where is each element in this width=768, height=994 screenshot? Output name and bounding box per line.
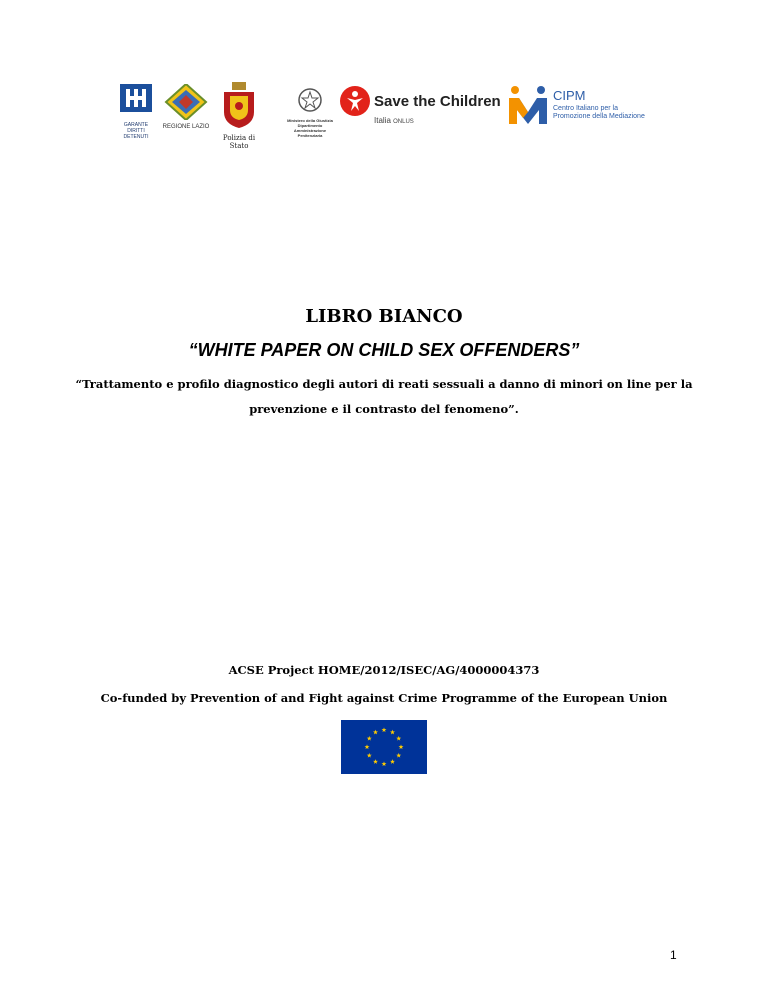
save-the-children-onlus: ONLUS xyxy=(393,119,414,125)
description-line-1: “Trattamento e profilo diagnostico degli autori di reati sessuali a danno di minori on line per la xyxy=(75,377,693,391)
document-title: LIBRO BIANCO xyxy=(305,306,463,327)
page-number: 1 xyxy=(670,948,677,962)
eu-flag-icon xyxy=(341,720,427,774)
save-the-children-name: Save the Children xyxy=(374,93,501,110)
cipm-sub2: Promozione della Mediazione xyxy=(553,113,645,120)
ministero-emblem-icon xyxy=(284,88,336,114)
logo-ministero xyxy=(284,88,336,138)
project-code: ACSE Project HOME/2012/ISEC/AG/4000004373 xyxy=(228,663,540,677)
polizia-label: Polizia di Stato xyxy=(222,134,256,150)
description-line-2: prevenzione e il contrasto del fenomeno”. xyxy=(249,402,519,416)
eu-flag xyxy=(341,720,427,774)
cipm-icon xyxy=(507,84,551,126)
logo-save-the-children xyxy=(340,86,504,130)
ministero-label: Ministero della Giustizia Dipartimento Amministrazione Penitenziaria xyxy=(287,118,333,138)
cipm-sub1: Centro Italiano per la xyxy=(553,105,618,112)
cipm-name: CIPM xyxy=(553,88,586,103)
save-the-children-italia: Italia xyxy=(374,116,391,125)
polizia-crest-icon xyxy=(214,80,264,130)
document-subtitle: “WHITE PAPER ON CHILD SEX OFFENDERS” xyxy=(188,340,580,360)
save-the-children-icon xyxy=(340,86,370,116)
logo-regione-lazio xyxy=(162,84,210,130)
logo-cipm xyxy=(507,84,647,128)
garante-label: GARANTE DIRITTI DETENUTI xyxy=(123,122,149,140)
logo-garante xyxy=(118,84,154,140)
logo-polizia xyxy=(214,80,264,150)
regione-lazio-icon xyxy=(162,84,210,120)
cofunded-statement: Co-funded by Prevention of and Fight against Crime Programme of the European Union xyxy=(100,691,668,705)
save-the-children-sub xyxy=(374,116,414,125)
regione-lazio-label: REGIONE LAZIO xyxy=(162,124,210,130)
garante-icon xyxy=(118,84,154,118)
